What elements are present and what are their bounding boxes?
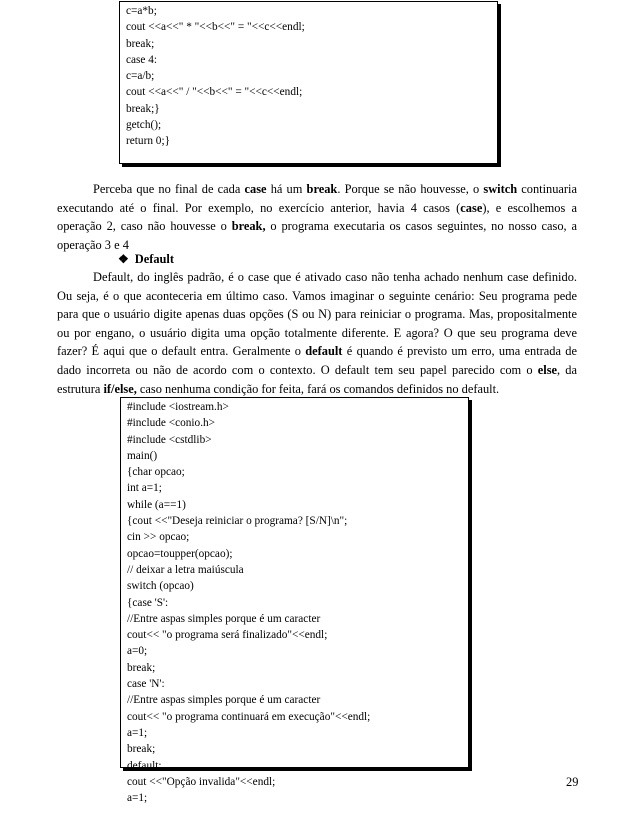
code-line: a=0; — [127, 645, 148, 658]
code-line: c=a/b; — [126, 70, 155, 83]
code-line: break; — [127, 661, 156, 674]
code-line: case 4: — [126, 53, 158, 66]
code-block-bottom — [120, 397, 469, 805]
text-run: o programa executaria os casos seguintes, no nosso caso, a operação 3 e 4 — [57, 219, 577, 252]
code-line: {case 'S': — [127, 596, 169, 609]
bold-term: default — [305, 344, 343, 359]
paragraph-default-explanation — [57, 268, 577, 398]
code-block-top — [119, 1, 498, 164]
text-run: continuaria executando até o final. Por exemplo, no exercício anterior, havia 4 casos ( — [57, 182, 577, 215]
code-line: main() — [127, 449, 158, 462]
text-run: Default, do inglês padrão, é o case que é ativado caso não tenha achado nenhum case definido. Ou seja, é o que aconteceria em último caso. Vamos imaginar o seguinte cenário: Seu programa pede para que o usuário digite apenas duas opções (S ou N) para reiniciar o programa. Mas, propositalmente ou por engano, o usuário digita uma opção totalmente diferente. E agora? O que seu programa deve fazer? É aqui que o default entra. Geralmente o — [57, 270, 577, 359]
code-line: getch(); — [126, 119, 162, 132]
code-line: default: — [127, 759, 162, 772]
code-line: cout<< "o programa continuará em execução"<<endl; — [127, 710, 371, 723]
code-line: {char opcao; — [127, 466, 185, 479]
section-heading-text: Default — [134, 252, 174, 266]
code-line: case 'N': — [127, 678, 165, 691]
code-line: return 0;} — [126, 135, 171, 148]
code-line: {cout <<"Deseja reiniciar o programa? [S/N]\n"; — [127, 515, 348, 528]
paragraph-break-explanation — [57, 180, 577, 254]
code-line: cout <<a<<" / "<<b<<" = "<<c<<endl; — [126, 86, 303, 99]
code-line: a=1; — [127, 726, 148, 739]
bold-term: break — [306, 182, 338, 196]
code-line: #include <iostream.h> — [127, 401, 229, 413]
text-run: há um — [266, 182, 307, 196]
code-line: c=a*b; — [126, 5, 157, 17]
code-line: break; — [126, 37, 155, 50]
bold-term: else — [537, 362, 558, 377]
bold-term: break, — [231, 219, 266, 234]
code-line: break;} — [126, 102, 160, 115]
code-line: //Entre aspas simples porque é um caracter — [127, 612, 321, 625]
code-line: // deixar a letra maiúscula — [127, 563, 244, 576]
text-run: caso nenhuma condição for feita, fará os comandos definidos no default. — [136, 381, 500, 396]
diamond-bullet-icon: ❖ — [118, 252, 129, 266]
code-line: a=1; — [127, 792, 148, 805]
bold-term: if/else, — [103, 381, 137, 396]
section-heading-default — [118, 250, 174, 268]
text-run: . Porque se não houvesse, o — [337, 182, 484, 196]
code-line: cout <<"Opção invalida"<<endl; — [127, 775, 276, 788]
code-line: opcao=toupper(opcao); — [127, 547, 233, 560]
code-line: //Entre aspas simples porque é um caracter — [127, 694, 321, 707]
bold-term: switch — [483, 182, 518, 196]
code-line: #include <conio.h> — [127, 417, 216, 430]
bold-term: case — [460, 200, 483, 215]
code-line: cout <<a<<" * "<<b<<" = "<<c<<endl; — [126, 21, 305, 34]
text-run: é quando é previsto um erro, uma entrada de dado incorreta ou não de acordo com o contexto. O default tem seu papel parecido com o — [57, 344, 577, 377]
page-number: 29 — [566, 775, 579, 789]
text-run: , da estrutura — [57, 362, 577, 396]
code-line: switch (opcao) — [127, 580, 194, 593]
code-line: cin >> opcao; — [127, 531, 190, 544]
code-line: break; — [127, 743, 156, 756]
code-line: while (a==1) — [127, 498, 186, 511]
code-line: cout<< "o programa será finalizado"<<endl; — [127, 629, 328, 642]
code-line: int a=1; — [127, 482, 162, 495]
text-run: ), e escolhemos a operação 2, caso não houvesse o — [57, 200, 577, 234]
code-line: #include <cstdlib> — [127, 433, 212, 446]
text-run: Perceba que no final de cada — [93, 182, 245, 196]
bold-term: case — [244, 182, 267, 196]
